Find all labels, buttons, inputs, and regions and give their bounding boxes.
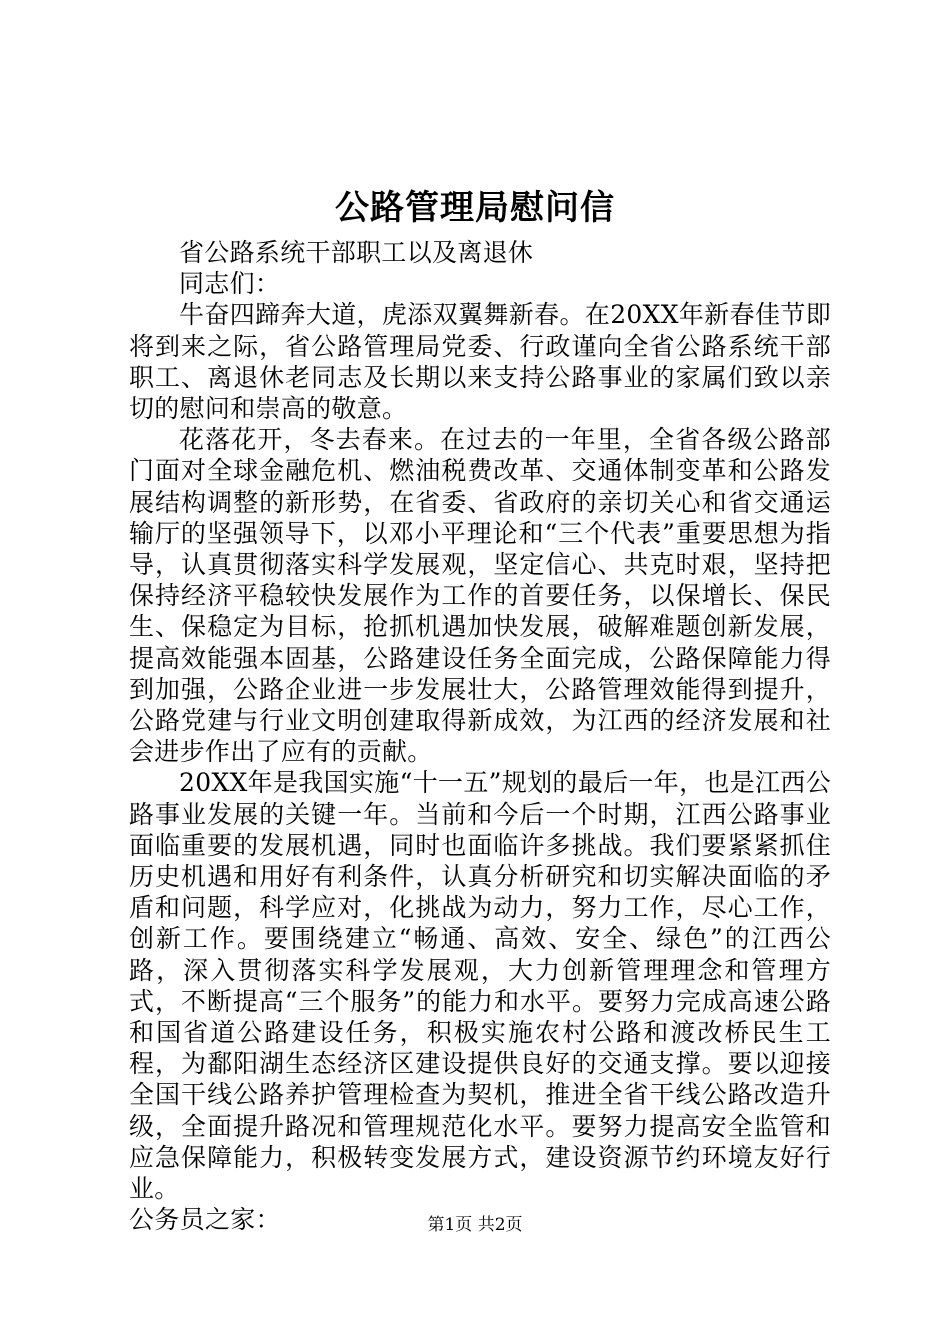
paragraph-3: 20XX年是我国实施“十一五”规划的最后一年，也是江西公路事业发展的关键一年。当前和今后一个时期，江西公路事业面临重要的发展机遇，同时也面临许多挑战。我们要紧紧抓住历史机遇和用好有利条件，认真分析研究和切实解决面临的矛盾和问题，科学应对，化挑战为动力，努力工作，尽心工作，创新工作。要围绕建立“畅通、高效、安全、绿色”的江西公路，深入贯彻落实科学发展观，大力创新管理理念和管理方式，不断提高“三个服务”的能力和水平。要努力完成高速公路和国省道公路建设任务，积极实施农村公路和渡改桥民生工程，为鄱阳湖生态经济区建设提供良好的交通支撑。要以迎接全国干线公路养护管理检查为契机，推进全省干线公路改造升级，全面提升路况和管理规范化水平。要努力提高安全监管和应急保障能力，积极转变发展方式，建设资源节约环境友好行业。 (129, 768, 831, 1204)
salutation-line-2: 同志们： (179, 269, 281, 299)
paragraph-2: 花落花开，冬去春来。在过去的一年里，全省各级公路部门面对全球金融危机、燃油税费改革、交通体制变革和公路发展结构调整的新形势，在省委、省政府的亲切关心和省交通运输厅的坚强领导下，以邓小平理论和“三个代表”重要思想为指导，认真贯彻落实科学发展观，坚定信心、共克时艰，坚持把保持经济平稳较快发展作为工作的首要任务，以保增长、保民生、保稳定为目标，抢抓机遇加快发展，破解难题创新发展，提高效能强本固基，公路建设任务全面完成，公路保障能力得到加强，公路企业进一步发展壮大，公路管理效能得到提升，公路党建与行业文明创建取得新成效，为江西的经济发展和社会进步作出了应有的贡献。 (129, 425, 831, 767)
paragraph-1: 牛奋四蹄奔大道，虎添双翼舞新春。在20XX年新春佳节即将到来之际，省公路管理局党委、行政谨向全省公路系统干部职工、离退休老同志及长期以来支持公路事业的家属们致以亲切的慰问和崇高的敬意。 (129, 300, 831, 424)
document-title: 公路管理局慰问信 (335, 188, 615, 228)
salutation-line-1: 省公路系统干部职工以及离退休 (179, 238, 534, 267)
page-footer: 第1页 共2页 (427, 1215, 523, 1235)
trailing-line: 公务员之家： (129, 1205, 281, 1235)
document-body (129, 237, 831, 1236)
